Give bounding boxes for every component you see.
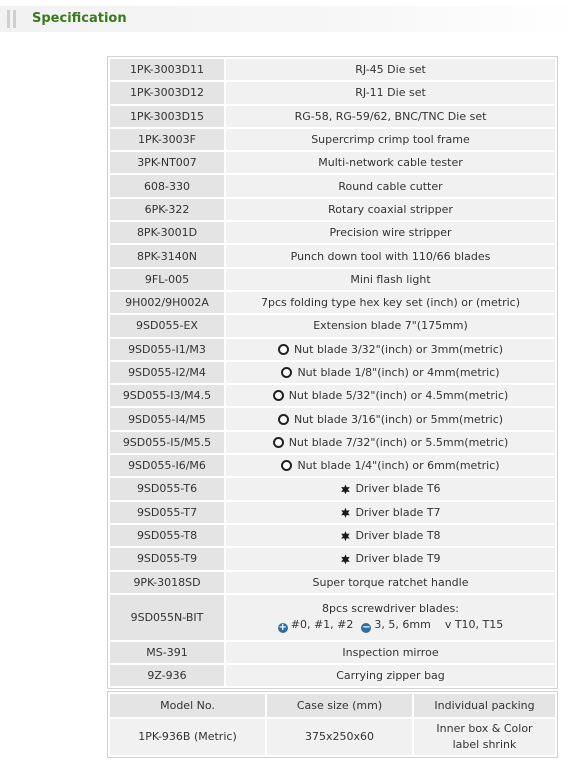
- description-text: 7pcs folding type hex key set (inch) or (metric): [261, 296, 520, 310]
- description-cell: [226, 548, 555, 569]
- packing-line: Inner box & Color: [436, 722, 533, 735]
- description-cell: [226, 106, 555, 127]
- bit-set-sizes: [226, 618, 555, 633]
- description-text: Driver blade T7: [355, 505, 441, 519]
- description-text: Nut blade 7/32"(inch) or 5.5mm(metric): [288, 435, 509, 449]
- section-title: Specification: [32, 11, 127, 26]
- table-row: [110, 455, 555, 476]
- table-row: [110, 432, 555, 453]
- description-text: RG-58, RG-59/62, BNC/TNC Die set: [294, 109, 487, 123]
- description-cell: [226, 642, 555, 663]
- model-cell: 9SD055-I5/M5.5: [110, 432, 224, 453]
- slotted-sizes: 3, 5, 6mm: [374, 617, 431, 631]
- model-cell: 9SD055-I6/M6: [110, 455, 224, 476]
- table-row: [110, 665, 555, 686]
- column-header: Case size (mm): [267, 694, 412, 717]
- description-cell: [226, 339, 555, 360]
- description-text: Supercrimp crimp tool frame: [311, 133, 470, 147]
- description-cell: [226, 525, 555, 546]
- table-row: [110, 292, 555, 313]
- description-cell: [226, 595, 555, 640]
- description-cell: [226, 222, 555, 243]
- model-cell: 9SD055N-BIT: [110, 595, 224, 640]
- description-cell: [226, 292, 555, 313]
- description-text: Inspection mirroe: [342, 645, 439, 659]
- table-row: [110, 199, 555, 220]
- specification-table: [107, 56, 558, 689]
- model-cell: 9SD055-T6: [110, 478, 224, 499]
- model-cell: 6PK-322: [110, 199, 224, 220]
- torx-icon: [340, 484, 350, 494]
- model-cell: 1PK-3003D15: [110, 106, 224, 127]
- header-bar-decoration: [7, 10, 10, 28]
- table-row: [110, 572, 555, 593]
- description-cell: [226, 82, 555, 103]
- column-header: Model No.: [110, 694, 265, 717]
- table-row: [110, 362, 555, 383]
- table-row: [110, 152, 555, 173]
- model-cell: 9SD055-T7: [110, 502, 224, 523]
- model-cell: 8PK-3140N: [110, 245, 224, 266]
- description-text: Precision wire stripper: [329, 226, 452, 240]
- model-cell: 1PK-3003F: [110, 129, 224, 150]
- table-header-row: [110, 694, 555, 717]
- model-cell: 9SD055-T8: [110, 525, 224, 546]
- model-cell: 9SD055-I4/M5: [110, 408, 224, 429]
- model-cell: 1PK-3003D12: [110, 82, 224, 103]
- description-text: Rotary coaxial stripper: [328, 202, 453, 216]
- description-text: Nut blade 1/4"(inch) or 6mm(metric): [297, 459, 500, 473]
- description-text: Driver blade T8: [355, 529, 441, 543]
- torx-icon: [340, 531, 350, 541]
- description-text: Nut blade 5/32"(inch) or 4.5mm(metric): [288, 389, 509, 403]
- description-cell: [226, 245, 555, 266]
- description-text: Driver blade T9: [355, 552, 441, 566]
- torx-sizes: v T10, T15: [444, 617, 504, 631]
- bit-set-title: 8pcs screwdriver blades:: [322, 601, 459, 615]
- packing-cell: [414, 719, 555, 755]
- hex-socket-icon: [273, 437, 284, 448]
- table-row: [110, 478, 555, 499]
- model-cell: 9FL-005: [110, 269, 224, 290]
- model-cell: 9PK-3018SD: [110, 572, 224, 593]
- table-row: [110, 339, 555, 360]
- description-cell: [226, 432, 555, 453]
- description-cell: [226, 385, 555, 406]
- description-cell: [226, 59, 555, 80]
- model-cell: 9Z-936: [110, 665, 224, 686]
- description-cell: [226, 455, 555, 476]
- header-bar-decoration: [13, 10, 16, 28]
- table-row: [110, 525, 555, 546]
- table-row: [110, 502, 555, 523]
- table-row: [110, 408, 555, 429]
- description-cell: [226, 478, 555, 499]
- model-cell: 9H002/9H002A: [110, 292, 224, 313]
- model-cell: 9SD055-I2/M4: [110, 362, 224, 383]
- table-row: [110, 82, 555, 103]
- case-size-cell: 375x250x60: [267, 719, 412, 755]
- description-text: Nut blade 3/16"(inch) or 5mm(metric): [293, 412, 504, 426]
- description-text: Round cable cutter: [338, 179, 443, 193]
- model-cell: 1PK-936B (Metric): [110, 719, 265, 755]
- table-row: [110, 269, 555, 290]
- description-text: RJ-11 Die set: [355, 86, 426, 100]
- description-text: Nut blade 3/32"(inch) or 3mm(metric): [293, 342, 504, 356]
- table-row: [110, 129, 555, 150]
- packing-table: [107, 691, 558, 758]
- description-cell: [226, 129, 555, 150]
- model-cell: 3PK-NT007: [110, 152, 224, 173]
- hex-socket-icon: [281, 367, 292, 378]
- description-text: Mini flash light: [350, 272, 431, 286]
- description-cell: [226, 315, 555, 336]
- model-cell: 9SD055-EX: [110, 315, 224, 336]
- hex-socket-icon: [278, 344, 289, 355]
- model-cell: 608-330: [110, 175, 224, 196]
- description-cell: [226, 665, 555, 686]
- model-cell: 9SD055-I3/M4.5: [110, 385, 224, 406]
- table-row: [110, 548, 555, 569]
- model-cell: MS-391: [110, 642, 224, 663]
- description-text: Driver blade T6: [355, 482, 441, 496]
- description-cell: [226, 502, 555, 523]
- model-cell: 1PK-3003D11: [110, 59, 224, 80]
- hex-socket-icon: [273, 390, 284, 401]
- packing-line: label shrink: [452, 738, 517, 751]
- torx-icon: [340, 508, 350, 518]
- table-row: [110, 719, 555, 755]
- description-cell: [226, 152, 555, 173]
- table-row: [110, 385, 555, 406]
- description-text: Multi-network cable tester: [318, 156, 463, 170]
- column-header: Individual packing: [414, 694, 555, 717]
- description-cell: [226, 408, 555, 429]
- description-text: Punch down tool with 110/66 blades: [290, 249, 491, 263]
- hex-socket-icon: [278, 414, 289, 425]
- phillips-sizes: #0, #1, #2: [290, 617, 354, 631]
- table-row: [110, 315, 555, 336]
- model-cell: 9SD055-T9: [110, 548, 224, 569]
- table-row: [110, 106, 555, 127]
- table-row: [110, 222, 555, 243]
- phillips-bit-icon: +: [278, 621, 287, 633]
- description-text: RJ-45 Die set: [355, 63, 426, 77]
- model-cell: 9SD055-I1/M3: [110, 339, 224, 360]
- description-cell: [226, 362, 555, 383]
- description-cell: [226, 269, 555, 290]
- table-row: [110, 245, 555, 266]
- description-cell: [226, 199, 555, 220]
- description-cell: [226, 175, 555, 196]
- description-text: Extension blade 7"(175mm): [313, 319, 468, 333]
- table-row: [110, 595, 555, 640]
- description-text: Super torque ratchet handle: [312, 575, 469, 589]
- description-text: Nut blade 1/8"(inch) or 4mm(metric): [297, 366, 500, 379]
- hex-socket-icon: [281, 460, 292, 471]
- description-cell: [226, 572, 555, 593]
- table-row: [110, 642, 555, 663]
- section-header: [0, 6, 583, 32]
- description-text: Carrying zipper bag: [336, 669, 445, 683]
- torx-icon: [340, 554, 350, 564]
- slotted-bit-icon: −: [362, 621, 371, 633]
- model-cell: 8PK-3001D: [110, 222, 224, 243]
- table-row: [110, 175, 555, 196]
- table-row: [110, 59, 555, 80]
